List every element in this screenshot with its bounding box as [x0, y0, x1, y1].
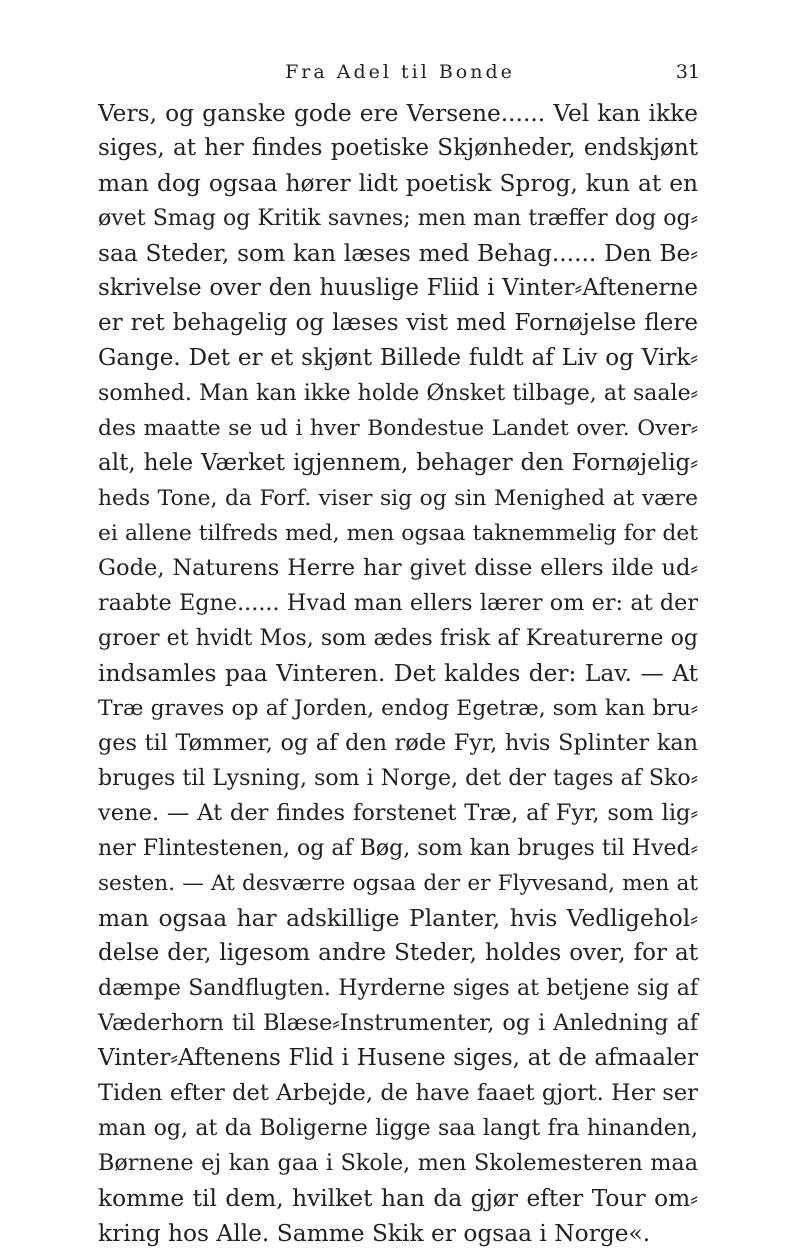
text-line: indsamles paa Vinteren. Det kaldes der: Lav. — At [98, 660, 698, 687]
text-line: man og, at da Boligerne ligge saa langt fra hinanden, [98, 1116, 698, 1141]
running-head [100, 56, 700, 88]
text-line: heds Tone, da Forf. viser sig og sin Menighed at være [98, 486, 698, 511]
page-number: 31 [675, 61, 700, 83]
text-line: Træ graves op af Jorden, endog Egetræ, som kan bru⸗ [98, 696, 698, 721]
text-line: alt, hele Værket igjennem, behager den Fornøjelig⸗ [98, 450, 698, 476]
text-line: man dog ogsaa hører lidt poetisk Sprog, kun at en [98, 170, 698, 197]
text-line: ei allene tilfreds med, men ogsaa taknemmelig for det [98, 521, 698, 546]
text-line: ges til Tømmer, og af den røde Fyr, hvis Splinter kan [98, 730, 698, 756]
text-line: man ogsaa har adskillige Planter, hvis Vedligehol⸗ [98, 905, 698, 932]
text-line: raabte Egne...... Hvad man ellers lærer om er: at der [98, 590, 698, 616]
text-line: Gode, Naturens Herre har givet disse ellers ilde ud⸗ [98, 555, 698, 581]
text-line: Vers, og ganske gode ere Versene...... Vel kan ikke [98, 100, 698, 127]
text-line: saa Steder, som kan læses med Behag...... Den Be⸗ [98, 240, 698, 267]
text-line: ner Flintestenen, og af Bøg, som kan bruges til Hved⸗ [98, 836, 698, 861]
text-line: Væderhorn til Blæse⸗Instrumenter, og i Anledning af [98, 1010, 698, 1036]
text-line: bruges til Lysning, som i Norge, det der tages af Sko⸗ [98, 766, 698, 791]
body-text [98, 96, 698, 1251]
text-line: Vinter⸗Aftenens Flid i Husene siges, at de afmaaler [98, 1045, 698, 1071]
text-line: dæmpe Sandflugten. Hyrderne siges at betjene sig af [98, 976, 698, 1001]
text-line: skrivelse over den huuslige Fliid i Vinter⸗Aftenerne [98, 275, 698, 301]
text-line: komme til dem, hvilket han da gjør efter Tour om⸗ [98, 1185, 698, 1212]
text-line: siges, at her findes poetiske Skjønheder, endskjønt [98, 135, 698, 161]
text-line: des maatte se ud i hver Bondestue Landet over. Over⸗ [98, 416, 698, 441]
text-line: øvet Smag og Kritik savnes; men man træffer dog og⸗ [98, 206, 698, 231]
text-line: Gange. Det er et skjønt Billede fuldt af Liv og Virk⸗ [98, 345, 698, 371]
text-line: sesten. — At desværre ogsaa der er Flyvesand, men at [98, 871, 698, 896]
text-line: vene. — At der findes forstenet Træ, af Fyr, som lig⸗ [98, 800, 698, 826]
text-line: er ret behagelig og læses vist med Fornøjelse flere [98, 310, 698, 336]
text-line-last: kring hos Alle. Samme Skik er ogsaa i Norge«. [98, 1220, 651, 1247]
text-line: delse der, ligesom andre Steder, holdes over, for at [98, 940, 698, 966]
text-line: somhed. Man kan ikke holde Ønsket tilbage, at saale⸗ [98, 381, 698, 406]
text-line: Børnene ej kan gaa i Skole, men Skolemesteren maa [98, 1150, 698, 1176]
running-title: Fra Adel til Bonde [285, 61, 515, 83]
text-line: Tiden efter det Arbejde, de have faaet gjort. Her ser [98, 1080, 698, 1106]
text-line: groer et hvidt Mos, som ædes frisk af Kreaturerne og [98, 626, 698, 651]
